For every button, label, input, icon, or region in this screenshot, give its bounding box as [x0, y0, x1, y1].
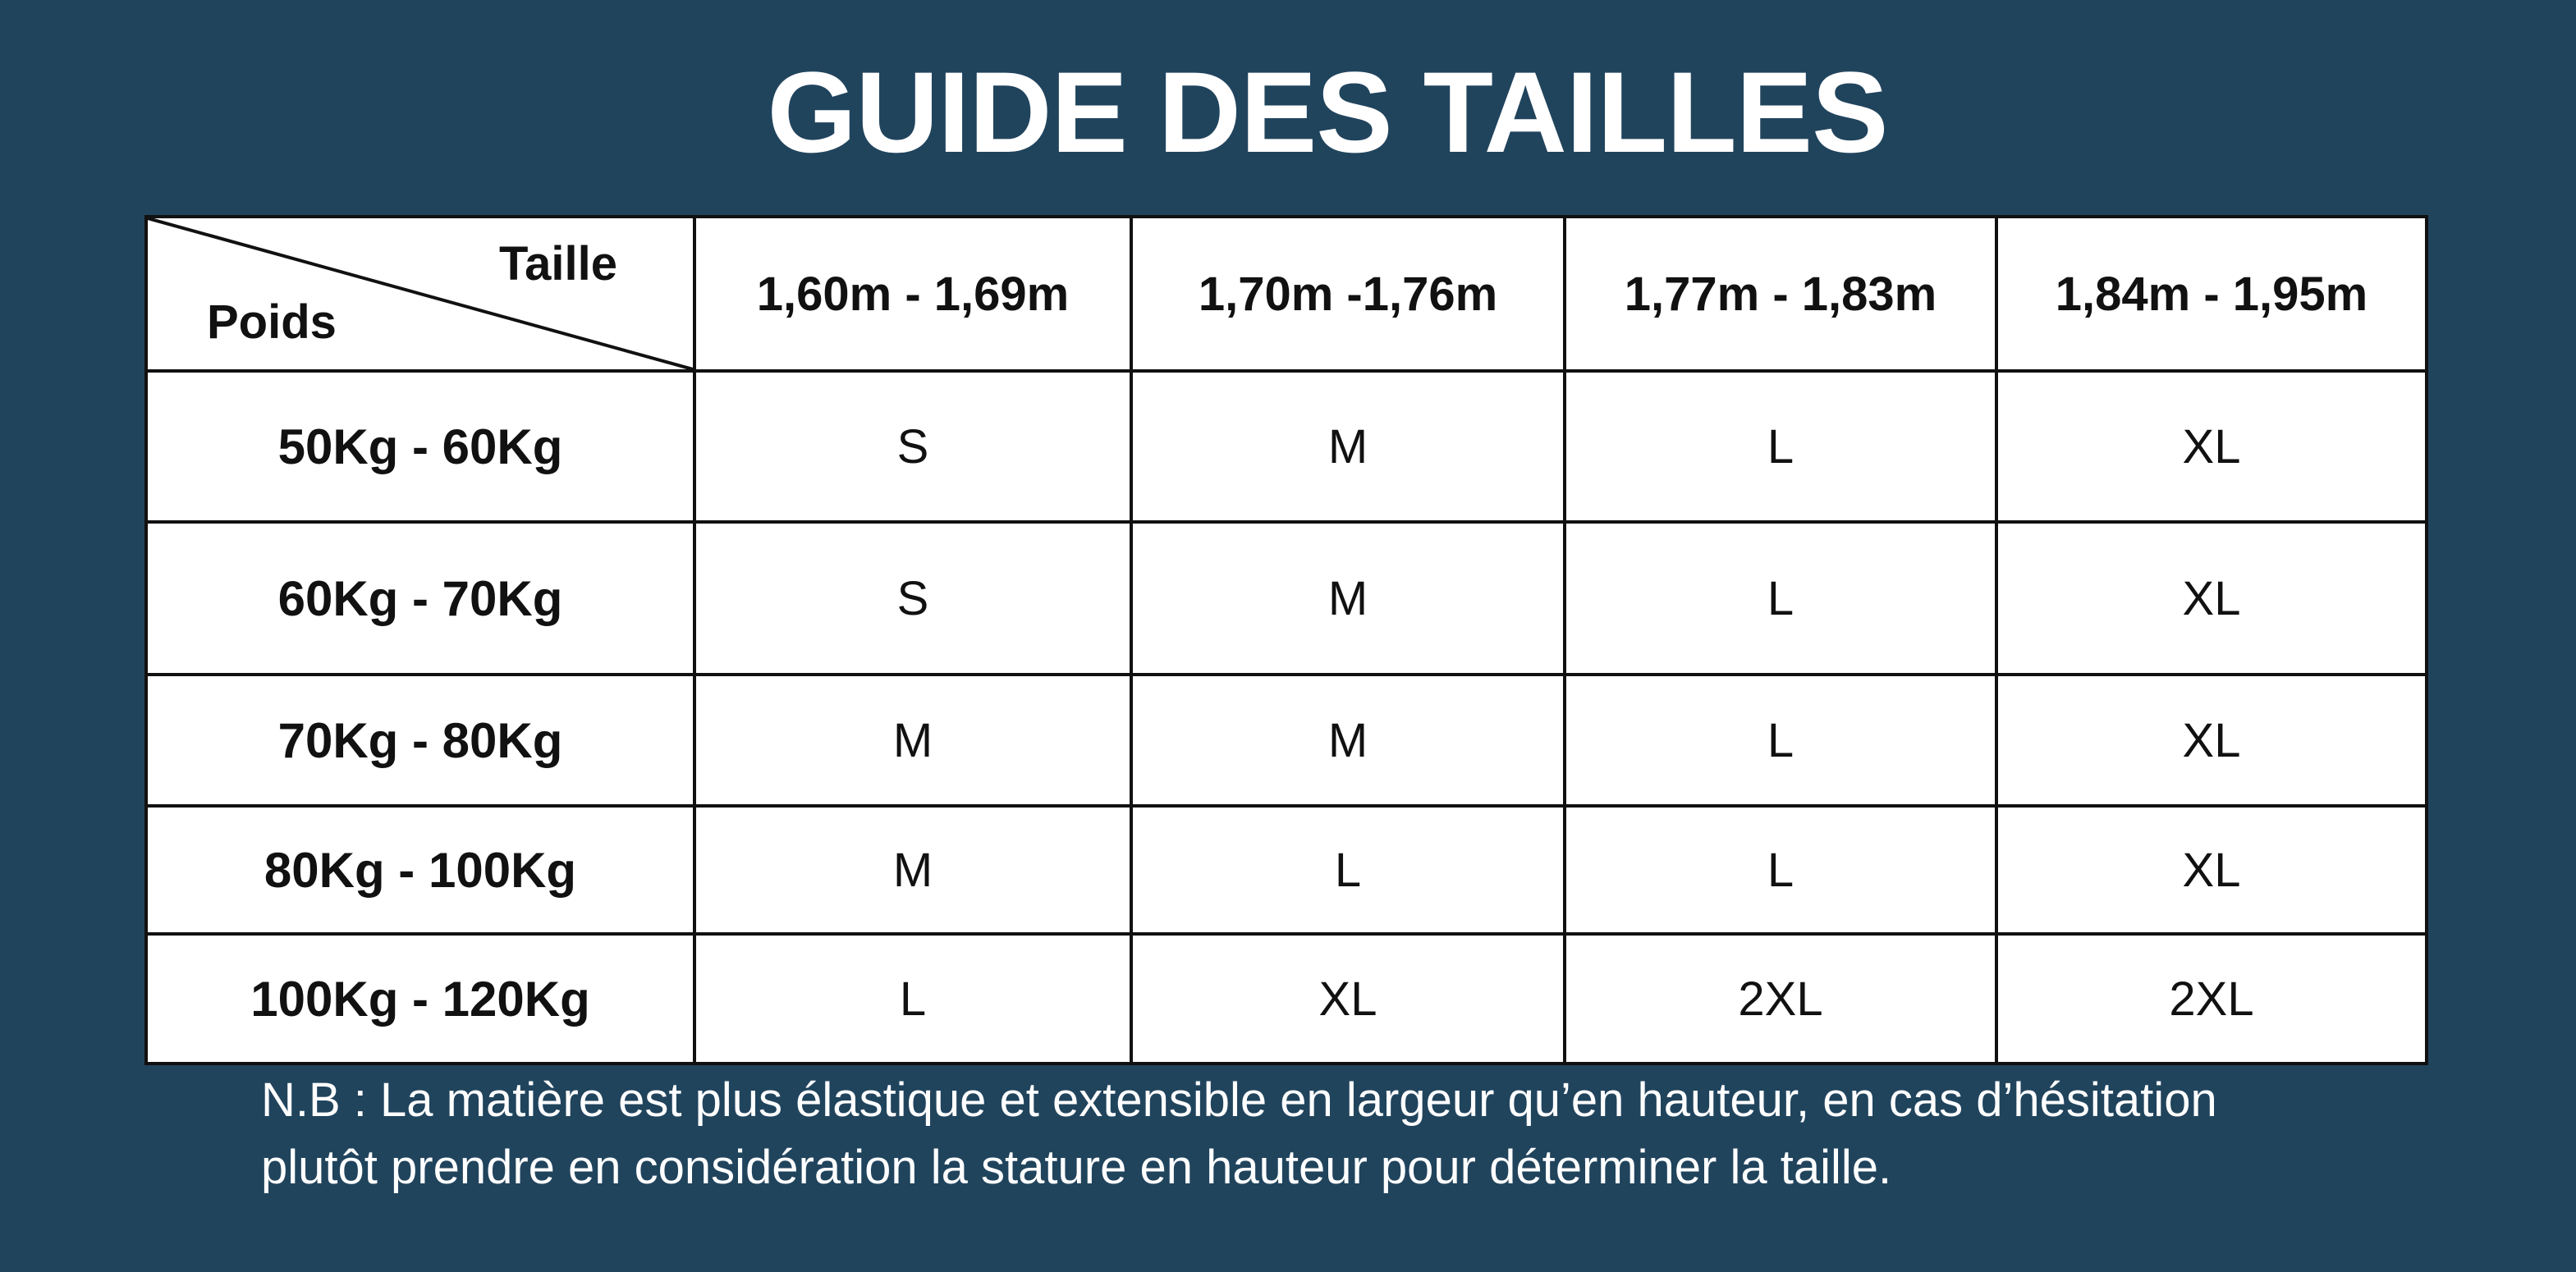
corner-label-taille: Taille	[499, 237, 617, 291]
size-cell: XL	[1131, 934, 1565, 1064]
footnote	[261, 1067, 2395, 1201]
size-cell: L	[1565, 806, 1996, 934]
size-cell: M	[1131, 522, 1565, 675]
column-header: 1,77m - 1,83m	[1565, 217, 1996, 371]
row-header: 80Kg - 100Kg	[146, 806, 694, 934]
size-cell: L	[1565, 522, 1996, 675]
size-cell: L	[1131, 806, 1565, 934]
size-cell: L	[1565, 675, 1996, 806]
table-row	[146, 371, 2427, 522]
size-cell: S	[694, 371, 1131, 522]
page-title: GUIDE DES TAILLES	[767, 48, 1888, 176]
size-cell: 2XL	[1996, 934, 2427, 1064]
table-row	[146, 806, 2427, 934]
size-cell: XL	[1996, 522, 2427, 675]
size-cell: M	[1131, 675, 1565, 806]
table-row	[146, 675, 2427, 806]
size-cell: XL	[1996, 371, 2427, 522]
size-cell: XL	[1996, 806, 2427, 934]
column-header: 1,70m -1,76m	[1131, 217, 1565, 371]
row-header: 60Kg - 70Kg	[146, 522, 694, 675]
size-cell: 2XL	[1565, 934, 1996, 1064]
table-header-row	[146, 217, 2427, 371]
size-cell: M	[1131, 371, 1565, 522]
size-cell: S	[694, 522, 1131, 675]
table-row	[146, 522, 2427, 675]
size-cell: M	[694, 806, 1131, 934]
size-table	[144, 215, 2428, 1065]
row-header: 70Kg - 80Kg	[146, 675, 694, 806]
table-row	[146, 934, 2427, 1064]
row-header: 50Kg - 60Kg	[146, 371, 694, 522]
corner-label-poids: Poids	[207, 295, 337, 349]
size-cell: M	[694, 675, 1131, 806]
column-header: 1,60m - 1,69m	[694, 217, 1131, 371]
footnote-line-2: plutôt prendre en considération la stature en hauteur pour déterminer la taille.	[261, 1141, 1892, 1194]
size-cell: L	[1565, 371, 1996, 522]
size-cell: XL	[1996, 675, 2427, 806]
row-header: 100Kg - 120Kg	[146, 934, 694, 1064]
corner-cell	[146, 217, 694, 371]
column-header: 1,84m - 1,95m	[1996, 217, 2427, 371]
footnote-line-1: N.B : La matière est plus élastique et extensible en largeur qu’en hauteur, en cas d’hésitation	[261, 1073, 2217, 1127]
size-cell: L	[694, 934, 1131, 1064]
